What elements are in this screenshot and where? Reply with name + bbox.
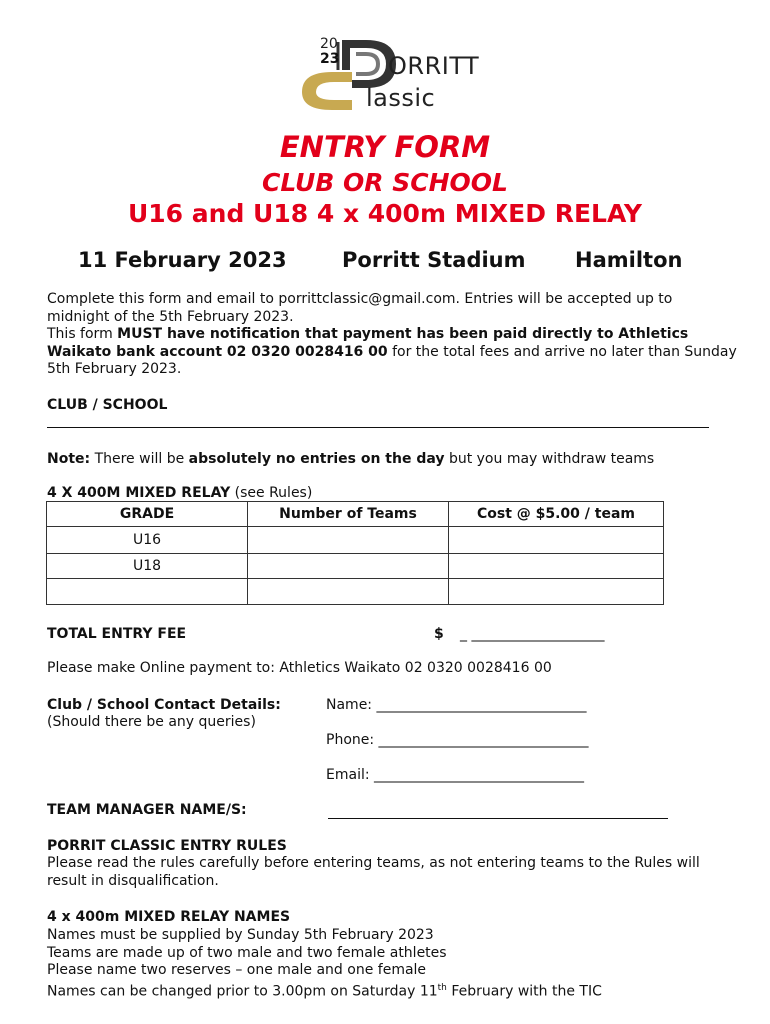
rules-heading: PORRIT CLASSIC ENTRY RULES bbox=[47, 838, 287, 854]
intro-p2-prefix: This form bbox=[47, 326, 118, 342]
names-heading: 4 x 400m MIXED RELAY NAMES bbox=[47, 909, 291, 925]
teams-input-cell[interactable] bbox=[248, 579, 449, 605]
relay-heading-suffix: (see Rules) bbox=[230, 485, 313, 501]
names-line: Names must be supplied by Sunday 5th February 2023 bbox=[47, 927, 434, 943]
logo-word-orritt: ORRITT bbox=[388, 52, 480, 80]
relay-entry-table bbox=[46, 501, 664, 605]
event-city: Hamilton bbox=[575, 248, 683, 272]
names-last-suffix: February with the TIC bbox=[446, 983, 602, 1000]
col-grade: GRADE bbox=[47, 502, 248, 527]
intro-p2-suffix: for the total fees and arrive no later than Sunday 5th February 2023. bbox=[47, 343, 737, 377]
note-bold: absolutely no entries on the day bbox=[188, 451, 445, 467]
total-currency: $ bbox=[434, 626, 444, 642]
cost-input-cell[interactable] bbox=[449, 554, 664, 579]
contact-subtext: (Should there be any queries) bbox=[47, 714, 256, 730]
table-header-row bbox=[47, 502, 664, 527]
intro-p2-bold: MUST have notification that payment has been paid directly to Athletics Waikato bank account 02 0320 0028416 00 bbox=[47, 326, 689, 360]
event-details bbox=[78, 248, 718, 274]
names-list bbox=[47, 927, 737, 1001]
note-text1: There will be bbox=[90, 451, 189, 467]
title-relay: U16 and U18 4 x 400m MIXED RELAY bbox=[127, 199, 643, 228]
event-date: 11 February 2023 bbox=[78, 248, 287, 272]
team-manager-field[interactable] bbox=[328, 818, 668, 819]
grade-cell[interactable] bbox=[47, 579, 248, 605]
total-fee-label: TOTAL ENTRY FEE bbox=[47, 626, 187, 642]
total-fee-field[interactable]: _ ___________________ bbox=[460, 626, 605, 642]
payment-instructions: Please make Online payment to: Athletics Waikato 02 0320 0028416 00 bbox=[47, 660, 552, 676]
names-line: Teams are made up of two male and two female athletes bbox=[47, 944, 447, 961]
contact-name-field[interactable]: Name: ______________________________ bbox=[326, 697, 587, 713]
teams-input-cell[interactable] bbox=[248, 554, 449, 579]
title-entry-form: ENTRY FORM bbox=[279, 130, 491, 164]
intro-paragraph bbox=[47, 291, 737, 379]
contact-email-field[interactable]: Email: ______________________________ bbox=[326, 767, 585, 783]
names-line-last bbox=[47, 980, 737, 1001]
intro-p1: Complete this form and email to porrittclassic@gmail.com. Entries will be accepted up to midnight of the 5th February 2023. bbox=[47, 291, 673, 325]
names-line: Please name two reserves – one male and one female bbox=[47, 962, 427, 978]
relay-heading bbox=[47, 485, 737, 503]
relay-heading-bold: 4 X 400M MIXED RELAY bbox=[47, 485, 231, 501]
teams-input-cell[interactable] bbox=[248, 527, 449, 554]
grade-cell: U18 bbox=[47, 554, 248, 579]
rules-text: Please read the rules carefully before entering teams, as not entering teams to the Rules will result in disqualification. bbox=[47, 855, 700, 889]
table-row bbox=[47, 579, 664, 605]
contact-heading: Club / School Contact Details: bbox=[47, 697, 281, 713]
table-row bbox=[47, 554, 664, 579]
grade-cell: U16 bbox=[47, 527, 248, 554]
table-row bbox=[47, 527, 664, 554]
cost-input-cell[interactable] bbox=[449, 579, 664, 605]
col-number-of-teams: Number of Teams bbox=[248, 502, 449, 527]
contact-phone-field[interactable]: Phone: ______________________________ bbox=[326, 732, 589, 748]
club-school-label: CLUB / SCHOOL bbox=[47, 397, 168, 413]
club-school-field[interactable] bbox=[47, 427, 709, 428]
logo-word-lassic: lassic bbox=[366, 84, 436, 112]
note-text2: but you may withdraw teams bbox=[444, 451, 655, 467]
title-club-or-school: CLUB OR SCHOOL bbox=[262, 168, 508, 197]
team-manager-label: TEAM MANAGER NAME/S: bbox=[47, 802, 247, 818]
names-last-sup: th bbox=[437, 982, 447, 993]
porritt-classic-logo bbox=[296, 36, 496, 114]
event-venue: Porritt Stadium bbox=[342, 248, 526, 272]
col-cost: Cost @ $5.00 / team bbox=[449, 502, 664, 527]
intro-p2 bbox=[47, 326, 737, 379]
note-label: Note: bbox=[47, 451, 91, 467]
names-last-prefix: Names can be changed prior to 3.00pm on Saturday 11 bbox=[47, 983, 438, 1000]
cost-input-cell[interactable] bbox=[449, 527, 664, 554]
logo-year-bottom: 23 bbox=[320, 51, 340, 67]
note-line bbox=[47, 451, 737, 469]
logo-year-top: 20 bbox=[320, 36, 338, 52]
